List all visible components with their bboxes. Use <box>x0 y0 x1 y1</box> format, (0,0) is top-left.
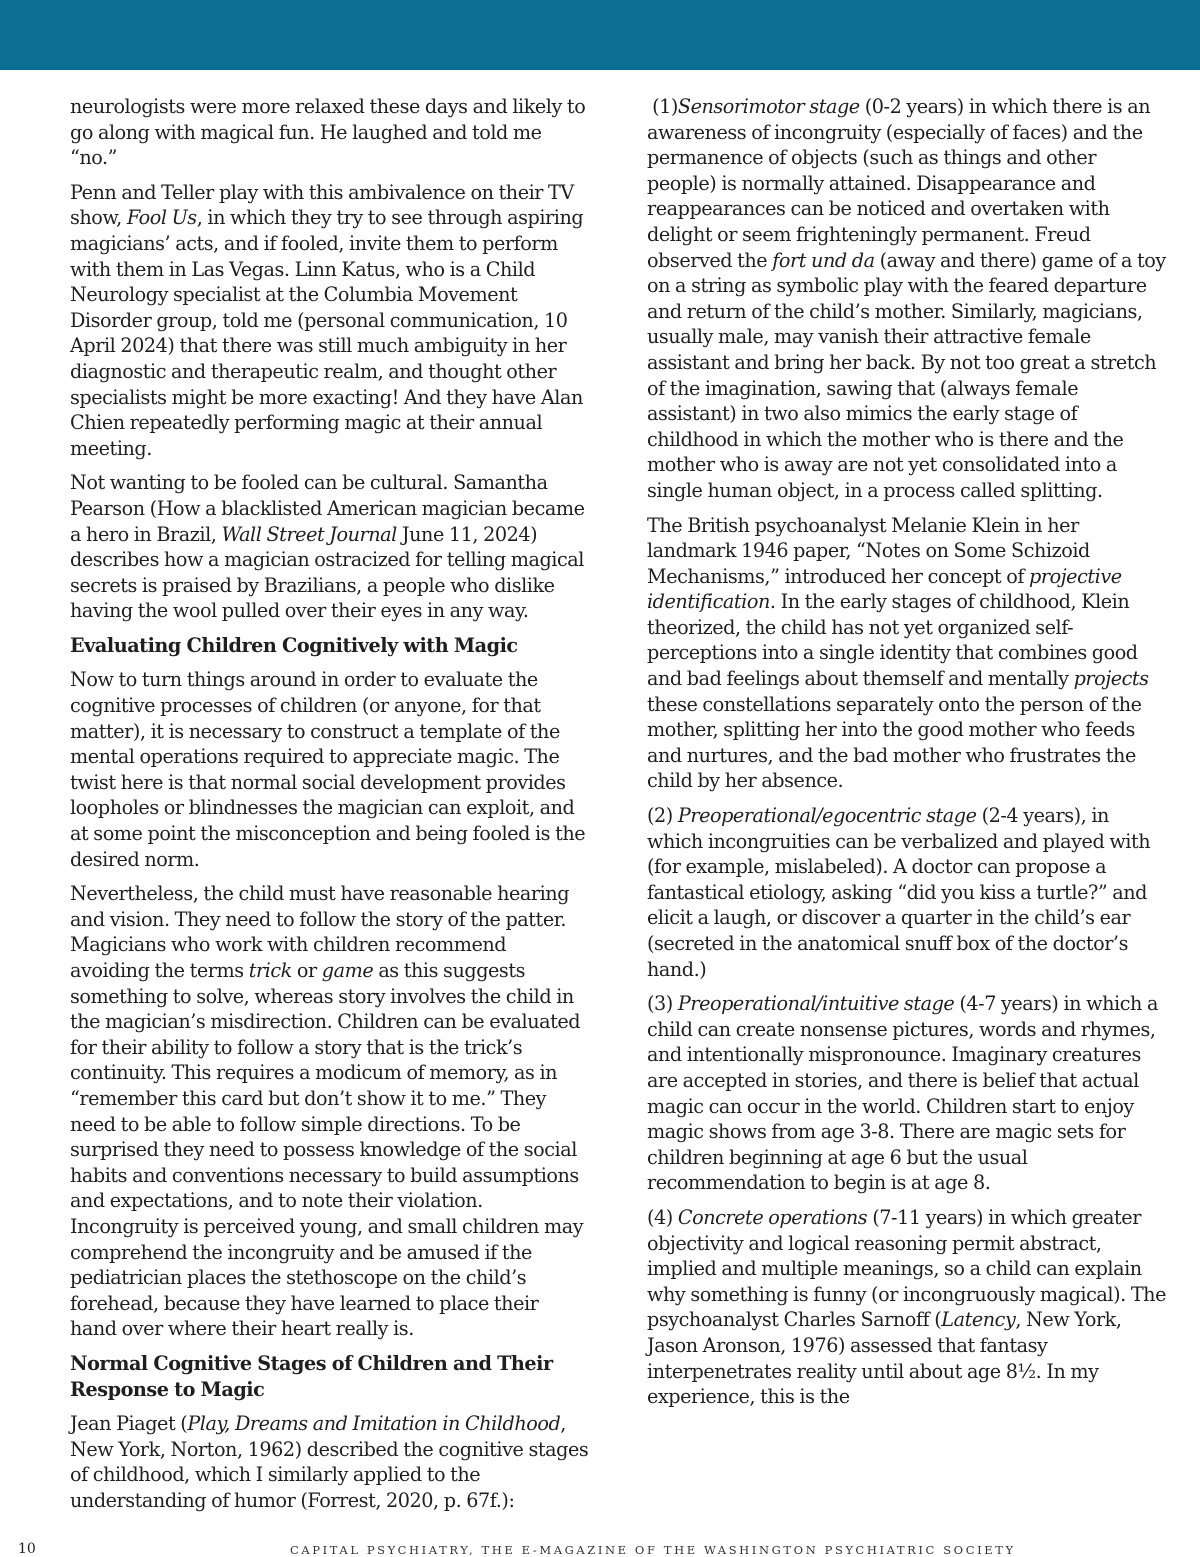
publication-title: CAPITAL PSYCHIATRY, THE E-MAGAZINE OF THE WASHINGTON PSYCHIATRIC SOCIETY <box>290 1543 1016 1557</box>
paragraph: (4) Concrete operations (7-11 years) in which greater objectivity and logical reasoning permit abstract, implied and multiple meanings, so a child can explain why something is funny (or incongruously magical). The psychoanalyst Charles Sarnoff (Latency, New York, Jason Aronson, 1976) assessed that fantasy interpenetrates reality until about age 8½. In my experience, this is the <box>647 1205 1166 1409</box>
paragraph: neurologists were more relaxed these days and likely to go along with magical fun. He laughed and told me “no.” <box>70 95 586 170</box>
paragraph: Now to turn things around in order to evaluate the cognitive processes of children (or anyone, for that matter), it is necessary to construct a template of the mental operations required to appreciate magic. The twist here is that normal social development provides loopholes or blindnesses the magician can exploit, and at some point the misconception and being fooled is the desired norm. <box>70 668 586 871</box>
paragraph: Jean Piaget (Play, Dreams and Imitation in Childhood, New York, Norton, 1962) described the cognitive stages of childhood, which I similarly applied to the understanding of humor (Forrest, 2020, p. 67f.): <box>70 1412 589 1512</box>
header-band <box>0 0 1200 70</box>
page-number: 10 <box>18 1541 36 1557</box>
paragraph: (3) Preoperational/intuitive stage (4-7 years) in which a child can create nonsense pictures, words and rhymes, and intentionally mispronounce. Imaginary creatures are accepted in stories, and there is belief that actual magic can occur in the world. Children start to enjoy magic shows from age 3-8. There are magic sets for children beginning at age 6 but the usual recommendation to begin is at age 8. <box>647 992 1158 1195</box>
paragraph: Not wanting to be fooled can be cultural. Samantha Pearson (How a blacklisted American magician became a hero in Brazil, Wall Street Journal June 11, 2024) describes how a magician ostracized for telling magical secrets is praised by Brazilians, a people who dislike having the wool pulled over their eyes in any way. <box>70 471 585 623</box>
paragraph: Penn and Teller play with this ambivalence on their TV show, Fool Us, in which they try to see through aspiring magicians’ acts, and if fooled, invite them to perform with them in Las Vegas. Linn Katus, who is a Child Neurology specialist at the Columbia Movement Disorder group, told me (personal communication, 10 April 2024) that there was still much ambiguity in her diagnostic and therapeutic realm, and thought other specialists might be more exacting! And they have Alan Chien repeatedly performing magic at their annual meeting. <box>70 180 584 460</box>
left-column <box>70 94 590 1522</box>
paragraph: The British psychoanalyst Melanie Klein in her landmark 1946 paper, “Notes on Some Schizoid Mechanisms,” introduced her concept of projective identification. In the early stages of childhood, Klein theorized, the child has not yet organized self-perceptions into a single identity that combines good and bad feelings about themself and mentally projects these constellations separately onto the person of the mother, splitting her into the good mother who feeds and nurtures, and the bad mother who frustrates the child by her absence. <box>647 513 1149 793</box>
section-heading: Evaluating Children Cognitively with Magic <box>70 633 518 657</box>
paragraph: (2) Preoperational/egocentric stage (2-4 years), in which incongruities can be verbalized and played with (for example, mislabeled). A doctor can propose a fantastical etiology, asking “did you kiss a turtle?” and elicit a laugh, or discover a quarter in the child’s ear (secreted in the anatomical snuff box of the doctor’s hand.) <box>647 804 1151 981</box>
paragraph: (1)Sensorimotor stage (0-2 years) in which there is an awareness of incongruity (especially of faces) and the permanence of objects (such as things and other people) is normally attained. Disappearance and reappearances can be noticed and overtaken with delight or seem frighteningly permanent. Freud observed the fort und da (away and there) game of a toy on a string as symbolic play with the feared departure and return of the child’s mother. Similarly, magicians, usually male, may vanish their attractive female assistant and bring her back. By not too great a stretch of the imagination, sawing that (always female assistant) in two also mimics the early stage of childhood in which the mother who is there and the mother who is away are not yet consolidated into a single human object, in a process called splitting. <box>647 95 1166 502</box>
section-heading: Normal Cognitive Stages of Children and Their Response to Magic <box>70 1351 553 1401</box>
paragraph: Nevertheless, the child must have reasonable hearing and vision. They need to follow the story of the patter. Magicians who work with children recommend avoiding the terms trick or game as this suggests something to solve, whereas story involves the child in the magician’s misdirection. Children can be evaluated for their ability to follow a story that is the trick’s continuity. This requires a modicum of memory, as in “remember this card but don’t show it to me.” They need to be able to follow simple directions. To be surprised they need to possess knowledge of the social habits and conventions necessary to build assumptions and expectations, and to note their violation. Incongruity is perceived young, and small children may comprehend the incongruity and be amused if the pediatrician places the stethoscope on the child’s forehead, because they have learned to place their hand over where their heart really is. <box>70 882 584 1341</box>
right-column <box>647 94 1167 1419</box>
